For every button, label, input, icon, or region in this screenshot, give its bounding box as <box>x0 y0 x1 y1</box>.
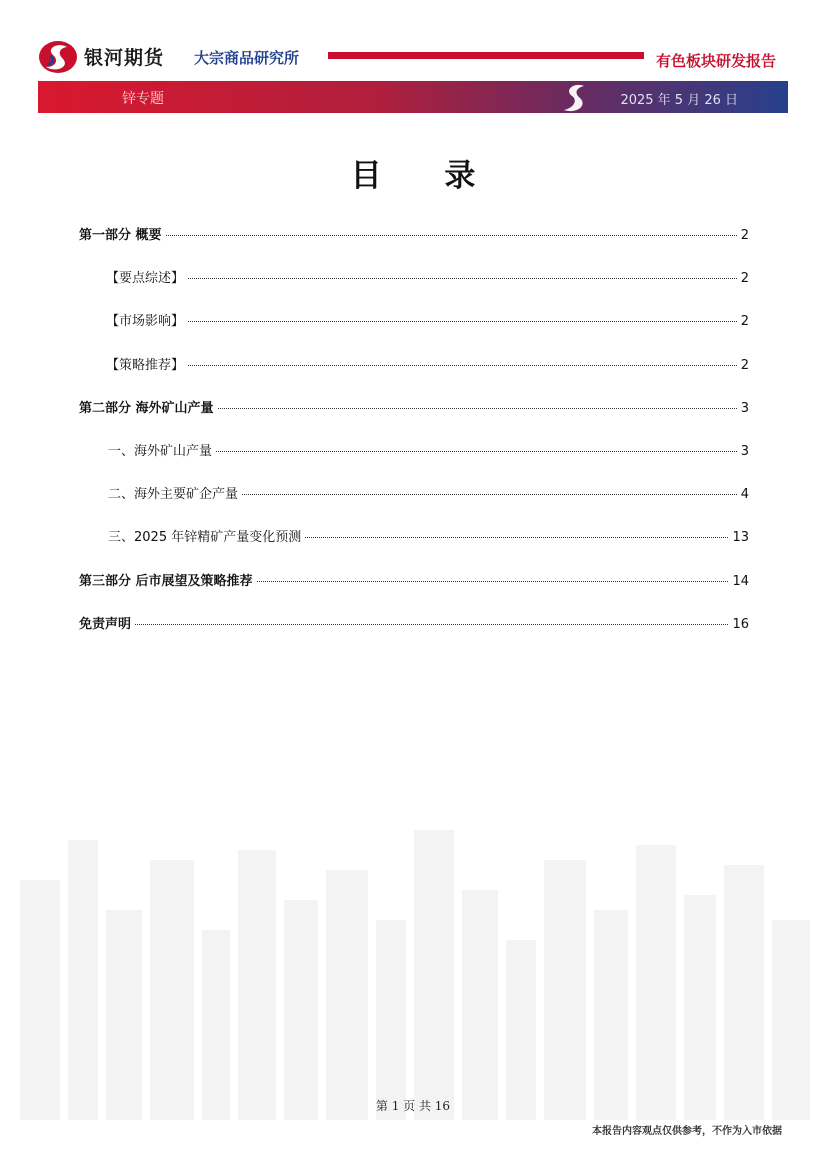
toc-leader-dots <box>257 581 729 582</box>
toc-entry[interactable] <box>108 440 749 460</box>
toc-leader-dots <box>188 321 737 322</box>
toc-leader-dots <box>188 278 737 279</box>
city-skyline-watermark <box>20 820 810 1120</box>
toc-entry[interactable] <box>108 483 749 503</box>
toc-entry-label: 二、海外主要矿企产量 <box>108 487 239 502</box>
toc-entry[interactable] <box>79 570 749 590</box>
toc-entry-page: 3 <box>740 444 749 459</box>
toc-entry[interactable] <box>79 613 749 633</box>
toc-entry-page: 14 <box>732 574 749 589</box>
toc-entry-page: 16 <box>732 617 749 632</box>
toc-title: 目 录 <box>350 158 502 194</box>
toc-entry-page: 2 <box>740 228 749 243</box>
toc-entry-page: 2 <box>740 271 749 286</box>
report-date: 2025 年 5 月 26 日 <box>620 93 738 108</box>
toc-leader-dots <box>135 624 728 625</box>
toc-entry[interactable] <box>79 224 749 244</box>
toc-leader-dots <box>216 451 737 452</box>
toc-entry-label: 【要点综述】 <box>106 271 185 286</box>
report-type: 有色板块研发报告 <box>656 52 777 70</box>
toc-entry[interactable] <box>106 354 749 374</box>
toc-leader-dots <box>242 494 737 495</box>
toc-leader-dots <box>305 537 728 538</box>
report-header <box>0 0 826 120</box>
toc-entry-page: 2 <box>740 314 749 329</box>
institute-name: 大宗商品研究所 <box>194 49 300 67</box>
toc-entry-page: 4 <box>740 487 749 502</box>
toc-leader-dots <box>166 235 737 236</box>
page-number: 第 1 页 共 16 <box>375 1099 451 1113</box>
toc-entry-label: 一、海外矿山产量 <box>108 444 213 459</box>
topic-banner <box>38 81 788 113</box>
toc-entry-label: 免责声明 <box>79 617 132 632</box>
toc-entry[interactable] <box>106 310 749 330</box>
toc-entry-label: 第三部分 后市展望及策略推荐 <box>79 574 253 589</box>
swoosh-logo-icon <box>558 82 592 114</box>
toc-entry-page: 2 <box>740 358 749 373</box>
toc-entry[interactable] <box>108 526 749 546</box>
toc-entry-label: 第二部分 海外矿山产量 <box>79 401 214 416</box>
brand-name: 银河期货 <box>84 47 165 69</box>
galaxy-futures-logo-icon <box>38 40 78 74</box>
footer-disclaimer: 本报告内容观点仅供参考，不作为入市依据 <box>592 1126 782 1137</box>
toc-entry-page: 3 <box>740 401 749 416</box>
toc-leader-dots <box>218 408 737 409</box>
toc-entry-page: 13 <box>732 530 749 545</box>
toc-entry-label: 【策略推荐】 <box>106 358 185 373</box>
toc-entry[interactable] <box>106 267 749 287</box>
toc-entry-label: 第一部分 概要 <box>79 228 162 243</box>
toc-entry-label: 【市场影响】 <box>106 314 185 329</box>
header-divider <box>328 52 644 59</box>
report-topic: 锌专题 <box>122 91 164 107</box>
toc-entry-label: 三、2025 年锌精矿产量变化预测 <box>108 530 302 545</box>
toc-entry[interactable] <box>79 397 749 417</box>
toc-leader-dots <box>188 365 737 366</box>
